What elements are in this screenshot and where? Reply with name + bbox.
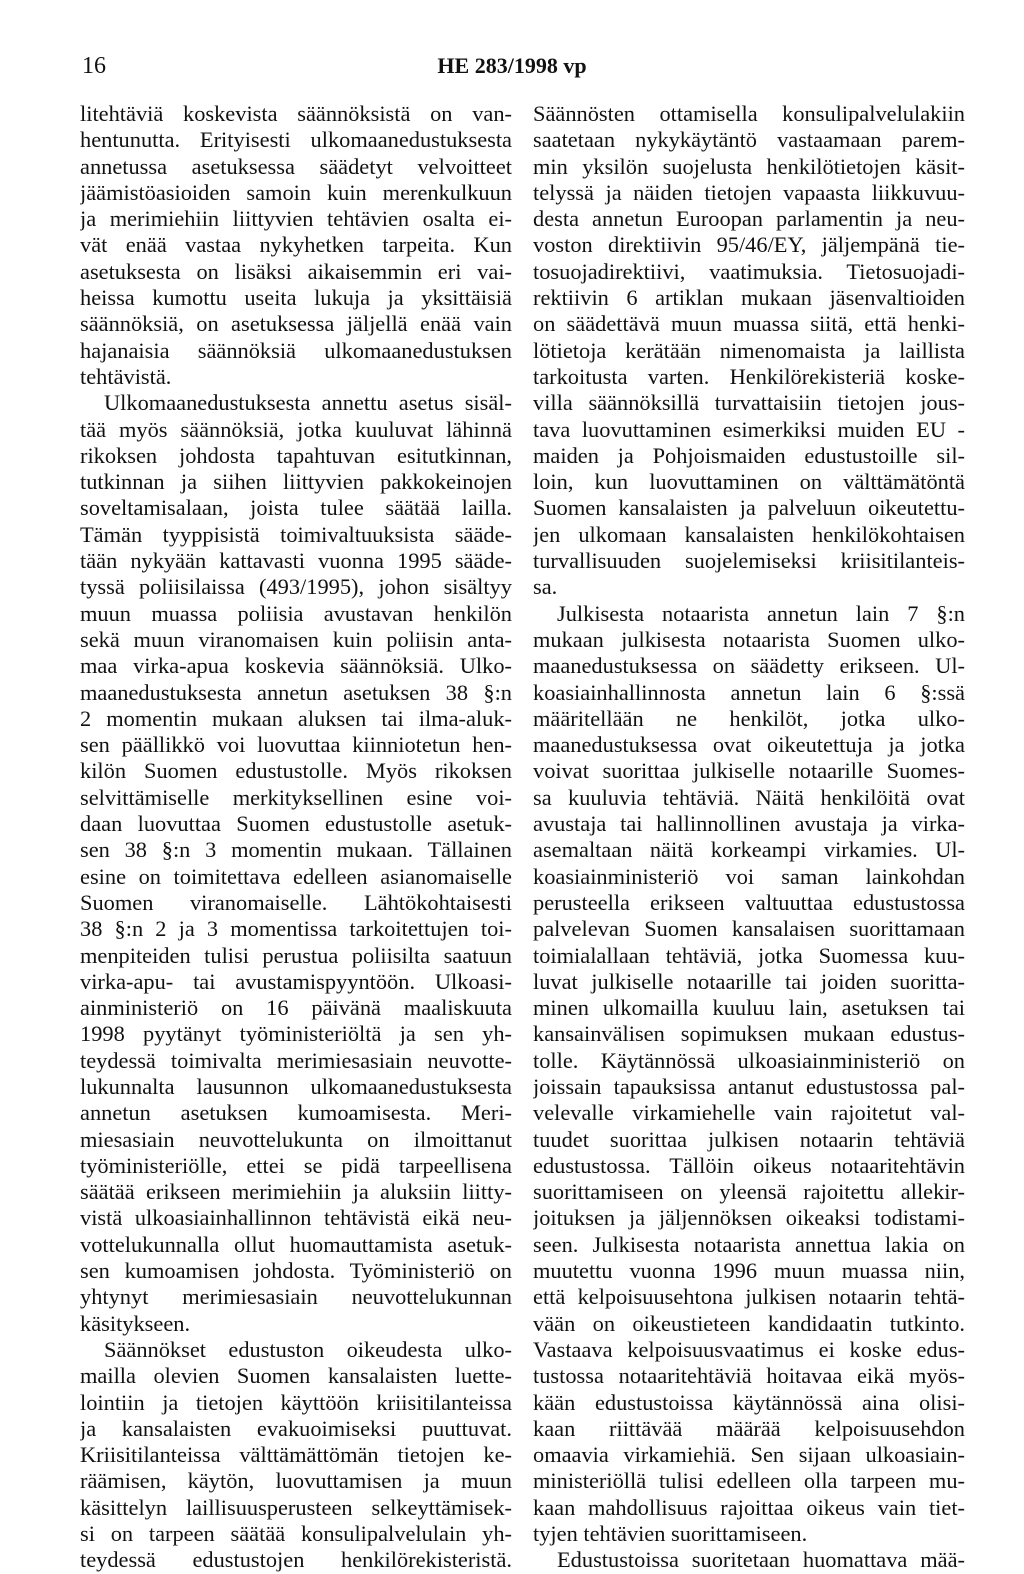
text-line: Edustustoissa suoritetaan huomattava mää-: [557, 1547, 965, 1573]
text-line: voivat suorittaa julkiselle notaarille Suomes-: [533, 758, 965, 784]
text-line: Vastaava kelpoisuusvaatimus ei koske edus-: [533, 1336, 965, 1362]
text-line: luvat julkiselle notaarille tai joiden suoritta-: [533, 968, 965, 994]
text-line: muutettu vuonna 1996 muun muassa niin,: [533, 1258, 965, 1284]
text-line: miesasiain neuvottelukunta on ilmoittanut: [80, 1126, 512, 1152]
text-line: on säädettävä muun muassa siitä, että henki-: [533, 311, 965, 337]
text-line: tava luovuttaminen esimerkiksi muiden EU -: [533, 416, 965, 442]
text-line: desta annetun Euroopan parlamentin ja neu-: [533, 206, 965, 232]
text-line: Säännösten ottamisella konsulipalvelulakiin: [533, 101, 965, 126]
text-line: sa.: [533, 574, 558, 600]
text-line: si on tarpeen säätää konsulipalvelulain yh-: [80, 1521, 512, 1547]
text-line: Säännökset edustuston oikeudesta ulko-: [104, 1336, 512, 1362]
text-line: ja kansalaisten evakuoimiseksi puuttuvat.: [80, 1415, 512, 1441]
text-line: teydessä toimivalta merimiesasiain neuvotte-: [80, 1047, 512, 1073]
text-line: vään on oikeustieteen kandidaatin tutkinto.: [533, 1310, 965, 1336]
text-line: ja merimiehiin liittyvien tehtävien osalta ei-: [80, 206, 512, 232]
text-line: lointiin ja tietojen käyttöön kriisitilanteissa: [80, 1389, 512, 1415]
text-line: vistä ulkoasiainhallinnon tehtävistä eikä neu-: [80, 1205, 512, 1231]
text-line: kaan riittävää määrää kelpoisuusehdon: [533, 1415, 965, 1441]
text-line: edustustossa. Tällöin oikeus notaaritehtävin: [533, 1152, 965, 1178]
text-line: joituksen ja jäljennöksen oikeaksi todistami-: [533, 1205, 965, 1231]
text-line: seen. Julkisesta notaarista annettua lakia on: [533, 1231, 965, 1257]
text-line: ainministeriö on 16 päivänä maaliskuuta: [80, 995, 512, 1021]
text-line: omaavia virkamiehiä. Sen sijaan ulkoasiain-: [533, 1442, 965, 1468]
text-line: sa kuuluvia tehtäviä. Näitä henkilöitä ovat: [533, 784, 965, 810]
text-line: kaan mahdollisuus rajoittaa oikeus vain tiet-: [533, 1494, 965, 1520]
text-line: vät enää vastaa nykyhetken tarpeita. Kun: [80, 232, 512, 258]
right-column: [533, 101, 965, 1574]
text-line: 38 §:n 2 ja 3 momentissa tarkoitettujen toi-: [80, 916, 512, 942]
text-line: asemaltaan näitä korkeampi virkamies. Ul-: [533, 837, 965, 863]
text-line: sen 38 §:n 3 momentin mukaan. Tällainen: [80, 837, 512, 863]
text-line: Tämän tyyppisistä toimivaltuuksista sääde-: [80, 521, 512, 547]
text-line: tustossa notaaritehtäviä hoitavaa eikä myös-: [533, 1363, 965, 1389]
text-line: maanedustuksessa on säädetty erikseen. Ul-: [533, 653, 965, 679]
text-line: mukaan julkisesta notaarista Suomen ulko-: [533, 626, 965, 652]
text-line: avustaja tai hallinnollinen avustaja ja virka-: [533, 811, 965, 837]
text-line: tyjen tehtävien suorittamiseen.: [533, 1521, 808, 1547]
text-line: Suomen kansalaisten ja palveluun oikeutettu-: [533, 495, 965, 521]
text-line: virka-apu- tai avustamispyyntöön. Ulkoasi-: [80, 968, 512, 994]
text-line: lötietoja kerätään nimenomaista ja laillista: [533, 337, 965, 363]
text-line: käsittelyn laillisuusperusteen selkeyttämisek-: [80, 1494, 512, 1520]
text-line: perusteella erikseen valtuuttaa edustustossa: [533, 889, 965, 915]
text-line: maanedustuksessa ovat oikeutettuja ja jotka: [533, 732, 965, 758]
text-line: heissa kumottu useita lukuja ja yksittäisiä: [80, 285, 512, 311]
text-line: Julkisesta notaarista annetun lain 7 §:n: [557, 600, 965, 626]
text-line: räämisen, käytön, luovuttamisen ja muun: [80, 1468, 512, 1494]
text-line: soveltamisalaan, joista tulee säätää lailla.: [80, 495, 512, 521]
text-line: tutkinnan ja siihen liittyvien pakkokeinojen: [80, 469, 512, 495]
text-line: rektiivin 6 artiklan mukaan jäsenvaltioiden: [533, 285, 965, 311]
text-line: että kelpoisuusehtona julkisen notaarin tehtä-: [533, 1284, 965, 1310]
text-line: hentunutta. Erityisesti ulkomaanedustuksesta: [80, 127, 512, 153]
text-line: kään edustustoissa käytännössä aina olisi-: [533, 1389, 965, 1415]
text-line: voston direktiivin 95/46/EY, jäljempänä tie-: [533, 232, 965, 258]
text-line: tarkoitusta varten. Henkilörekisteriä koske-: [533, 363, 965, 389]
text-line: työministeriölle, ettei se pidä tarpeellisena: [80, 1152, 512, 1178]
text-line: annetussa asetuksessa säädetyt velvoitteet: [80, 153, 512, 179]
page-number: 16: [82, 53, 106, 79]
text-line: ministeriöllä tulisi edelleen olla tarpeen mu-: [533, 1468, 965, 1494]
text-line: selvittämiselle merkityksellinen esine voi-: [80, 784, 512, 810]
text-line: toimialallaan tehtäviä, jotka Suomessa kuu-: [533, 942, 965, 968]
text-line: maa virka-apua koskevia säännöksiä. Ulko-: [80, 653, 512, 679]
text-line: daan luovuttaa Suomen edustustolle asetuk-: [80, 811, 512, 837]
text-line: 2 momentin mukaan aluksen tai ilma-aluk-: [80, 705, 512, 731]
text-line: Ulkomaanedustuksesta annettu asetus sisäl-: [104, 390, 512, 416]
text-line: yhtynyt merimiesasiain neuvottelukunnan: [80, 1284, 512, 1310]
text-line: säännöksiä, on asetuksessa jäljellä enää vain: [80, 311, 512, 337]
text-line: Suomen viranomaiselle. Lähtökohtaisesti: [80, 889, 512, 915]
text-line: maiden ja Pohjoismaiden edustustoille sil-: [533, 442, 965, 468]
text-line: sen päällikkö voi luovuttaa kiinniotetun hen-: [80, 732, 512, 758]
text-line: jen ulkomaan kansalaisten henkilökohtaisen: [533, 521, 965, 547]
text-line: min yksilön suojelusta henkilötietojen käsit-: [533, 153, 965, 179]
text-line: kilön Suomen edustustolle. Myös rikoksen: [80, 758, 512, 784]
text-line: jäämistöasioiden samoin kuin merenkulkuun: [80, 179, 512, 205]
text-line: menpiteiden tulisi perustua poliisilta saatuun: [80, 942, 512, 968]
text-line: rikoksen johdosta tapahtuvan esitutkinnan,: [80, 442, 512, 468]
text-line: suorittamiseen on yleensä rajoitettu allekir-: [533, 1179, 965, 1205]
text-line: saatetaan nykykäytäntö vastaamaan parem-: [533, 127, 965, 153]
text-line: tyssä poliisilaissa (493/1995), johon sisältyy: [80, 574, 512, 600]
text-line: telyssä ja näiden tietojen vapaasta liikkuvuu-: [533, 179, 965, 205]
text-line: joissain tapauksissa antanut edustustossa pal-: [533, 1073, 965, 1099]
text-line: käsitykseen.: [80, 1310, 191, 1336]
text-line: litehtäviä koskevista säännöksistä on van-: [80, 101, 512, 126]
text-line: muun muassa poliisia avustavan henkilön: [80, 600, 512, 626]
text-line: tehtävistä.: [80, 363, 172, 389]
text-line: tää myös säännöksiä, jotka kuuluvat lähinnä: [80, 416, 512, 442]
text-line: velevalle virkamiehelle vain rajoitetut val-: [533, 1100, 965, 1126]
running-header: HE 283/1998 vp: [437, 53, 587, 78]
text-line: annetun asetuksen kumoamisesta. Meri-: [80, 1100, 512, 1126]
text-line: loin, kun luovuttaminen on välttämätöntä: [533, 469, 965, 495]
text-line: Kriisitilanteissa välttämättömän tietojen ke-: [80, 1442, 512, 1468]
text-line: hajanaisia säännöksiä ulkomaanedustuksen: [80, 337, 512, 363]
text-line: minen ulkomailla kuuluu lain, asetuksen tai: [533, 995, 965, 1021]
text-line: koasiainhallinnosta annetun lain 6 §:ssä: [533, 679, 965, 705]
text-line: lukunnalta lausunnon ulkomaanedustuksesta: [80, 1073, 512, 1099]
text-line: tään nykyään kattavasti vuonna 1995 säädе-: [80, 548, 512, 574]
text-line: 1998 pyytänyt työministeriöltä ja sen yh-: [80, 1021, 512, 1047]
text-line: esine on toimitettava edelleen asianomaiselle: [80, 863, 512, 889]
text-line: tuudet suorittaa julkisen notaarin tehtäviä: [533, 1126, 965, 1152]
text-line: maanedustuksesta annetun asetuksen 38 §:n: [80, 679, 512, 705]
text-line: villa säännöksillä turvattaisiin tietojen jous-: [533, 390, 965, 416]
text-line: sekä muun viranomaisen kuin poliisin anta-: [80, 626, 512, 652]
text-line: määritellään ne henkilöt, jotka ulko-: [533, 705, 965, 731]
left-column: [80, 101, 512, 1574]
text-line: teydessä edustustojen henkilörekisteristä.: [80, 1547, 512, 1573]
text-line: säätää erikseen merimiehiin ja aluksiin liitty-: [80, 1179, 512, 1205]
text-line: tosuojadirektiivi, vaatimuksia. Tietosuojadi-: [533, 258, 965, 284]
text-line: asetuksesta on lisäksi aikaisemmin eri vai-: [80, 258, 512, 284]
text-line: vottelukunnalla ollut huomauttamista asetuk-: [80, 1231, 512, 1257]
text-line: mailla olevien Suomen kansalaisten luette-: [80, 1363, 512, 1389]
text-line: tolle. Käytännössä ulkoasiainministeriö on: [533, 1047, 965, 1073]
text-line: kansainvälisen sopimuksen mukaan edustus-: [533, 1021, 965, 1047]
text-line: palvelevan Suomen kansalaisen suorittamaan: [533, 916, 965, 942]
text-line: sen kumoamisen johdosta. Työministeriö on: [80, 1258, 512, 1284]
text-line: koasiainministeriö voi saman lainkohdan: [533, 863, 965, 889]
text-line: turvallisuuden suojelemiseksi kriisitilanteis-: [533, 548, 965, 574]
